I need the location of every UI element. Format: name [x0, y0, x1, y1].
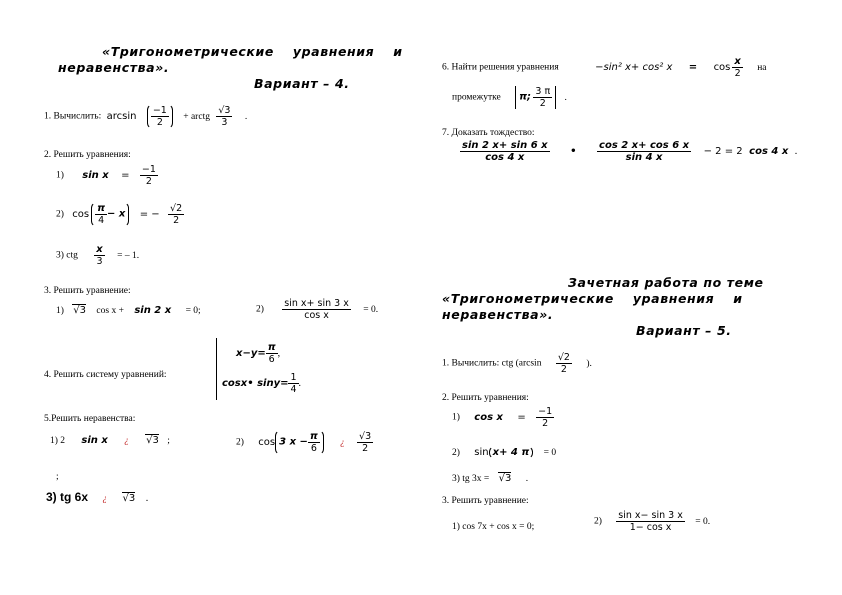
v4-q1-label: 1. Вычислить: [44, 111, 102, 122]
v5-q3-label: 3. Решить уравнение: [442, 496, 529, 506]
v4-q3-2: 2) $\frac{\text{sin x+ sin 3 x}}{\text{cos x}}$ = 0. [256, 298, 379, 321]
v5-q3-1: 1) cos 7x + cos x = 0; [452, 522, 535, 532]
v4-q5-label: 5.Решить неравенства: [44, 414, 136, 424]
v4-q4-line2: cosx• siny= $\frac{1}{4}$ . [222, 372, 302, 395]
v4-variant-label: Вариант – 4. [254, 76, 350, 91]
v4-q3-1: 1) √3 cos x + sin 2 x = 0; [56, 305, 201, 316]
v4-title-line1: «Тригонометрические уравнения и [102, 44, 403, 59]
v4-q4-brace [216, 338, 217, 400]
v5-q1: 1. Вычислить: ctg (arcsin $\frac{√2}{2}$ ). [442, 352, 592, 375]
v5-q2-1: 1) cos x = $\frac{-1}{2}$ [452, 406, 553, 429]
v4-q4-label: 4. Решить систему уравнений: [44, 370, 167, 380]
v5-title-line1: «Тригонометрические уравнения и [442, 291, 743, 306]
v4-q4-line1: x−y= $\frac{\pi}{6}$ , [236, 342, 281, 365]
v4-q6-interval: промежутке π; $\frac{3 \pi}{2}$ . [452, 86, 567, 109]
v4-q3-label: 3. Решить уравнение: [44, 286, 131, 296]
v4-q5-2: 2) cos 3 x − $\frac{\pi}{6}$ ¿ $\frac{√3}{2}$ [236, 431, 372, 454]
v4-q2-1: 1) sin x = $\frac{-1}{2}$ [56, 164, 156, 187]
v5-q3-2: 2) $\frac{\text{sin x− sin 3 x}}{\text{1− cos x}}$ = 0. [594, 510, 711, 533]
v4-q5-3: 3) tg 6x ¿ √3 . [46, 490, 149, 504]
v4-q7: $\frac{\sin 2 x+ \sin 6 x}{\cos 4 x}$ • $\frac{\cos 2 x+ \cos 6 x}{\sin 4 x}$ − 2 = 2 cos 4 x . [462, 140, 798, 163]
v4-q2-label: 2. Решить уравнения: [44, 150, 131, 160]
v4-q2-3: 3) ctg $\frac{x}{3}$ = – 1. [56, 244, 140, 267]
v5-heading: Зачетная работа по теме [568, 275, 764, 290]
v4-q6: 6. Найти решения уравнения −sin² x+ cos² x = cos $\frac{x}{2}$ на [442, 56, 767, 79]
v5-q2-2: 2) sin x+ 4 π = 0 [452, 447, 557, 458]
v5-variant-label: Вариант – 5. [636, 323, 732, 338]
v4-q5-1: 1) 2 sin x ¿ √3 ; [50, 435, 170, 446]
v4-q7-label: 7. Доказать тождество: [442, 128, 535, 138]
v4-q5-semicolon: ; [56, 472, 59, 482]
v5-title-line2: неравенства». [442, 307, 554, 322]
v4-q2-2: 2) cos $\frac{\pi}{4}$ − x = − $\frac{√2}{2}$ [56, 203, 183, 226]
v5-q2-3: 3) tg 3x = √3 . [452, 473, 529, 484]
v4-title-line2: неравенства». [58, 60, 170, 75]
v5-q2-label: 2. Решить уравнения: [442, 393, 529, 403]
v4-q1: 1. Вычислить: arcsin $\frac{-1}{2}$ + arctg $\frac{√3}{3}$ . [44, 105, 248, 128]
